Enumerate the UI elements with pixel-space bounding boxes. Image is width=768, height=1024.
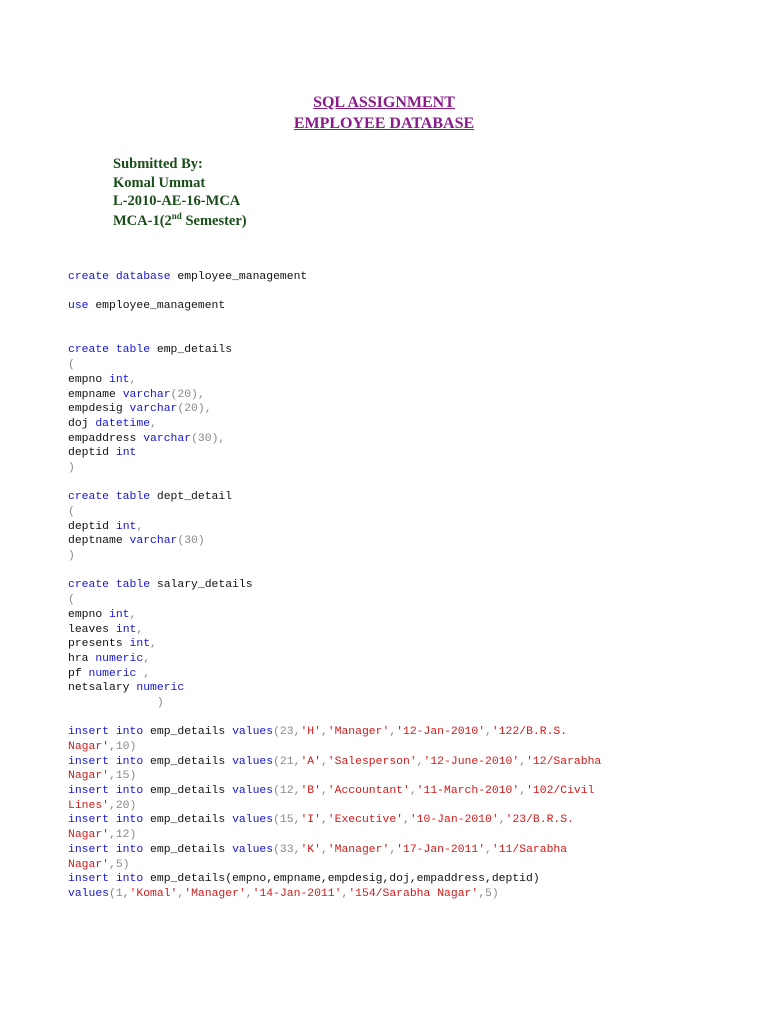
insert-statement-line [68,755,728,770]
sql-identifier: emp_details [143,726,233,739]
sql-string: '12-Jan-2010' [396,726,486,739]
class-suffix: Semester) [181,212,247,229]
sql-string: 'K' [300,843,321,856]
sql-string: '23/B.R.S. [505,814,574,827]
sql-string: '154/Sarabha Nagar' [348,887,479,900]
sql-string: 'Executive' [327,814,403,827]
sql-value: (23, [273,726,301,739]
sql-string: 'H' [300,726,321,739]
sql-punctuation: , [129,608,137,621]
blank-line [68,314,728,329]
sql-keyword: values [232,843,274,856]
insert-statement-continuation [68,740,728,755]
sql-keyword: create table [68,344,151,357]
sql-identifier: employee_management [88,300,226,313]
column-name: hra [68,652,96,665]
sql-punctuation: , [218,432,226,445]
blank-line [68,285,728,300]
sql-punctuation: , [519,785,527,798]
sql-identifier: emp_details [143,755,233,768]
sql-identifier: dept_detail [150,491,233,504]
use-database-line [68,299,728,314]
insert-statement-continuation [68,799,728,814]
sql-punctuation: ( [68,359,75,372]
sql-value: ,12) [109,829,137,842]
insert-statement-line [68,843,728,858]
document-subtitle: EMPLOYEE DATABASE [293,115,475,132]
sql-string: '11-March-2010' [416,785,520,798]
sql-punctuation: , [519,755,527,768]
column-name: doj [68,417,96,430]
sql-value: (15, [273,814,301,827]
sql-identifier: employee_management [170,271,308,283]
sql-string: '10-Jan-2010' [409,814,499,827]
sql-keyword: values [68,887,110,900]
sql-value: (33, [273,843,301,856]
sql-punctuation: , [177,887,185,900]
sql-value: ,5) [109,858,130,871]
sql-string: Lines' [68,799,110,812]
emp-details-table-create-line [68,343,728,358]
emp-details-table-column [68,446,728,461]
sql-keyword: insert into [68,873,144,886]
emp-details-table-column [68,432,728,447]
sql-keyword: insert into [68,785,144,798]
dept-detail-table-column [68,534,728,549]
author-name: Komal Ummat [113,175,206,191]
sql-identifier: emp_details [143,785,233,798]
sql-string: 'A' [300,755,321,768]
sql-punctuation: , [320,785,328,798]
sql-punctuation: , [320,814,328,827]
sql-punctuation: , [485,843,492,856]
blank-line [68,329,728,344]
column-type: varchar [143,432,192,445]
sql-string: Nagar' [68,858,110,871]
column-name: deptid [68,447,116,460]
sql-punctuation: , [389,726,397,739]
dept-detail-table-create-line [68,490,728,505]
create-database-line [68,270,728,285]
column-type: int [115,447,137,460]
sql-punctuation: ( [68,594,75,607]
column-type: varchar [122,388,171,401]
insert-values-line [68,887,728,902]
document-title: SQL ASSIGNMENT [313,94,455,111]
sql-value: (21, [273,755,301,768]
sql-string: 'I' [300,814,321,827]
sql-punctuation: , [129,373,137,386]
sql-keyword: use [68,300,89,313]
sql-punctuation: , [245,887,253,900]
sql-punctuation: , [341,887,349,900]
column-args: (20) [170,388,198,401]
column-args: (20) [177,403,205,416]
column-type: datetime [95,417,151,430]
sql-punctuation: , [320,843,328,856]
salary-details-table-column [68,637,728,652]
sql-keyword: insert into [68,755,144,768]
salary-details-table-column [68,608,728,623]
sql-punctuation: , [150,638,157,651]
column-name: empaddress [68,432,144,445]
insert-statement-line [68,813,728,828]
column-name: empname [68,388,123,401]
sql-keyword: values [232,755,274,768]
sql-value: ,5) [478,887,499,900]
sql-value: ,10) [109,741,137,753]
column-type: numeric [136,682,185,695]
sql-string: 'Accountant' [327,785,410,798]
column-type: varchar [129,535,178,548]
sql-identifier: emp_details(empno,empname,empdesig,doj,empaddress,deptid) [143,873,540,886]
column-type: int [129,638,151,651]
sql-punctuation: , [136,623,144,636]
salary-details-table-create-line [68,578,728,593]
sql-string: '102/Civil [526,785,595,798]
sql-string: '12/Sarabha [526,755,602,768]
column-name: netsalary [68,682,137,695]
emp-details-table-column [68,417,728,432]
sql-identifier: emp_details [150,344,233,357]
sql-string: '17-Jan-2011' [396,843,486,856]
sql-value: ,15) [109,770,137,783]
insert-statement-continuation [68,828,728,843]
sql-punctuation: ) [68,550,75,563]
salary-details-table-column [68,667,728,682]
sql-string: Nagar' [68,741,110,753]
sql-string: '14-Jan-2011' [252,887,342,900]
sql-punctuation: , [320,755,328,768]
column-type: int [109,373,130,386]
sql-punctuation: , [197,388,205,401]
submitted-by-label: Submitted By: [113,156,203,172]
column-type: int [109,608,130,621]
dept-detail-table-open-paren [68,505,728,520]
sql-keyword: values [232,814,274,827]
column-name: empno [68,608,110,621]
salary-details-table-open-paren [68,593,728,608]
sql-punctuation: , [320,726,328,739]
sql-keyword: insert into [68,814,144,827]
class-superscript: nd [171,211,182,221]
sql-keyword: create table [68,491,151,504]
blank-line [68,476,728,491]
column-name: presents [68,638,130,651]
sql-keyword: values [232,785,274,798]
sql-string: 'Manager' [184,887,246,900]
emp-details-table-column [68,373,728,388]
roll-number: L-2010-AE-16-MCA [113,193,241,209]
sql-string: '122/B.R.S. [491,726,568,739]
sql-string: 'Komal' [129,887,178,900]
sql-punctuation: ( [68,506,75,518]
salary-details-table-close-paren [68,696,728,711]
sql-punctuation: ) [68,461,75,474]
sql-keyword: insert into [68,726,144,739]
column-name: deptname [68,535,130,548]
sql-value: (1, [109,887,130,900]
sql-punctuation: , [416,755,424,768]
sql-identifier: emp_details [143,814,233,827]
insert-statement-line [68,784,728,799]
sql-punctuation: , [498,814,506,827]
sql-punctuation: , [150,417,157,430]
column-type: varchar [129,403,178,416]
sql-identifier: emp_details [143,843,233,856]
column-type: numeric [88,667,137,680]
salary-details-table-column [68,623,728,638]
column-args: (30) [177,535,205,548]
sql-punctuation: , [136,520,144,533]
sql-punctuation: , [204,403,212,416]
sql-punctuation: , [485,726,492,739]
insert-statement-continuation [68,858,728,873]
sql-punctuation: , [389,843,397,856]
emp-details-table-open-paren [68,358,728,373]
sql-string: Nagar' [68,829,110,842]
blank-line [68,711,728,726]
salary-details-table-column [68,652,728,667]
emp-details-table-column [68,388,728,403]
sql-punctuation: , [143,652,151,665]
insert-statement-continuation [68,769,728,784]
sql-keyword: values [232,726,274,739]
column-name: empdesig [68,403,130,416]
sql-value: ,20) [109,799,137,812]
column-name: deptid [68,520,116,533]
sql-keyword: create database [68,271,171,283]
sql-string: 'Salesperson' [327,755,417,768]
blank-line [68,564,728,579]
sql-identifier: salary_details [150,579,253,592]
sql-string: '11/Sarabha [491,843,568,856]
emp-details-table-close-paren [68,461,728,476]
column-type: numeric [95,652,144,665]
class-prefix: MCA-1(2 [113,212,172,229]
sql-string: 'B' [300,785,321,798]
sql-punctuation: ) [68,696,164,709]
sql-string: '12-June-2010' [423,755,520,768]
sql-string: 'Manager' [327,726,390,739]
column-args: (30) [191,432,219,445]
salary-details-table-column [68,681,728,696]
sql-punctuation: , [136,667,151,680]
dept-detail-table-close-paren [68,549,728,564]
column-name: pf [68,667,89,680]
sql-punctuation: , [403,814,410,827]
dept-detail-table-column [68,520,728,535]
column-type: int [115,520,137,533]
sql-keyword: insert into [68,843,144,856]
insert-statement-line [68,872,728,887]
class-info [113,211,247,230]
insert-statement-line [68,725,728,740]
column-type: int [115,623,137,636]
sql-code-block [68,270,728,902]
emp-details-table-column [68,402,728,417]
column-name: empno [68,373,110,386]
sql-value: (12, [273,785,301,798]
sql-punctuation: , [409,785,417,798]
sql-string: Nagar' [68,770,110,783]
sql-string: 'Manager' [327,843,390,856]
sql-keyword: create table [68,579,151,592]
column-name: leaves [68,623,116,636]
